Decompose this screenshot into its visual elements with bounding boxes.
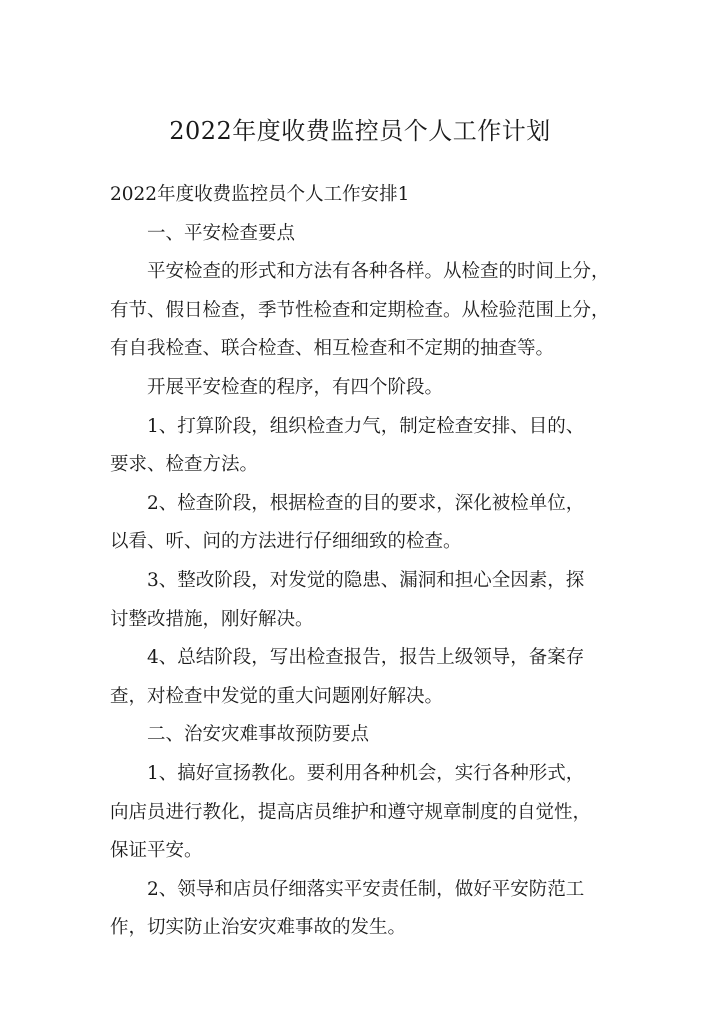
paragraph — [110, 369, 610, 408]
paragraph-line: 二、治安灾难事故预防要点 — [147, 724, 370, 746]
paragraph — [110, 253, 610, 369]
paragraph-line: 1、打算阶段，组织检查力气，制定检查安排、目的、 — [147, 415, 585, 437]
paragraph-line: 2、检查阶段，根据检查的目的要求，深化被检单位， — [147, 492, 585, 514]
paragraph-line: 1、搞好宣扬教化。要利用各种机会，实行各种形式， — [147, 762, 585, 784]
paragraph-line: 讨整改措施，刚好解决。 — [110, 608, 314, 630]
paragraph-line: 作，切实防止治安灾难事故的发生。 — [110, 917, 407, 939]
paragraph-line: 开展平安检查的程序，有四个阶段。 — [147, 376, 444, 398]
paragraph-line: 3、整改阶段，对发觉的隐患、漏洞和担心全因素，探 — [147, 569, 585, 591]
paragraph — [110, 215, 610, 254]
paragraph-line: 4、总结阶段，写出检查报告，报告上级领导，备案存 — [147, 647, 585, 669]
paragraph-line: 平安检查的形式和方法有各种各样。从检查的时间上分， — [147, 261, 610, 283]
paragraph-line: 以看、听、问的方法进行仔细细致的检查。 — [110, 531, 462, 553]
paragraph — [110, 639, 610, 716]
document-body — [110, 176, 610, 948]
document-title: 2022年度收费监控员个人工作计划 — [169, 117, 551, 145]
paragraph — [110, 755, 610, 871]
paragraph-line: 2、领导和店员仔细落实平安责任制，做好平安防范工 — [147, 878, 585, 900]
paragraph — [110, 176, 610, 215]
paragraph-line: 查，对检查中发觉的重大问题刚好解决。 — [110, 685, 444, 707]
paragraph — [110, 871, 610, 948]
paragraph-line: 有自我检查、联合检查、相互检查和不定期的抽查等。 — [110, 338, 555, 360]
paragraph — [110, 408, 610, 485]
paragraph-line: 有节、假日检查，季节性检查和定期检查。从检验范围上分， — [110, 299, 610, 321]
paragraph-line: 一、平安检查要点 — [147, 222, 296, 244]
paragraph-line: 向店员进行教化，提高店员维护和遵守规章制度的自觉性， — [110, 801, 592, 823]
paragraph-line: 要求、检查方法。 — [110, 454, 259, 476]
paragraph-line: 2022年度收费监控员个人工作安排1 — [110, 184, 410, 205]
paragraph — [110, 485, 610, 562]
paragraph — [110, 562, 610, 639]
paragraph-line: 保证平安。 — [110, 840, 203, 862]
paragraph — [110, 716, 610, 755]
